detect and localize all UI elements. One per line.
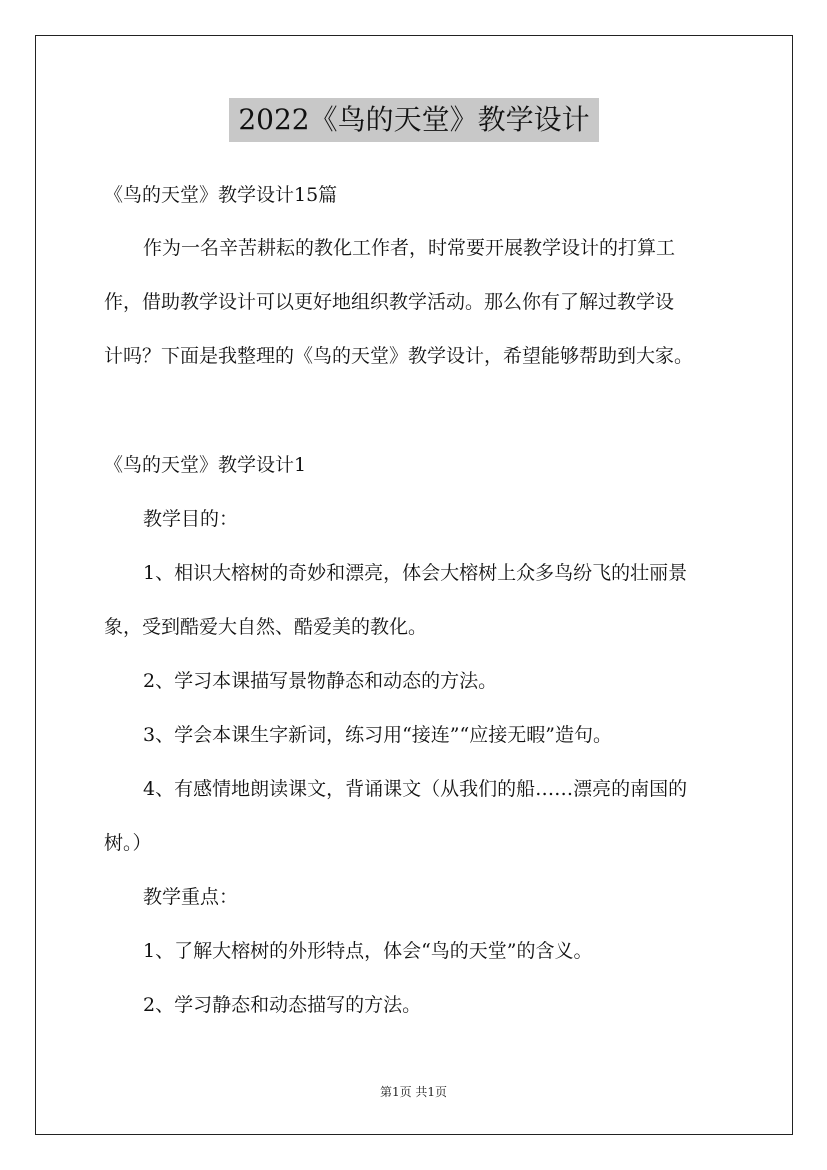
intro-line-1: 作为一名辛苦耕耘的教化工作者，时常要开展教学设计的打算工 [143,237,676,259]
objective-1-line-1: 1、相识大榕树的奇妙和漂亮，体会大榕树上众多鸟纷飞的壮丽景 [143,562,688,584]
document-subtitle: 《鸟的天堂》教学设计15篇 [104,184,338,206]
focus-1: 1、了解大榕树的外形特点，体会“鸟的天堂”的含义。 [143,940,593,962]
objective-2: 2、学习本课描写景物静态和动态的方法。 [143,670,498,692]
section-heading: 《鸟的天堂》教学设计1 [104,454,307,476]
objective-4-line-1: 4、有感情地朗读课文，背诵课文（从我们的船……漂亮的南国的 [143,778,688,800]
objective-4-line-2: 树。） [104,832,152,854]
objectives-heading: 教学目的： [143,508,239,530]
page-number-footer: 第1页 共1页 [379,1085,448,1099]
intro-line-2: 作，借助教学设计可以更好地组织教学活动。那么你有了解过教学设 [104,291,675,313]
intro-line-3: 计吗？下面是我整理的《鸟的天堂》教学设计，希望能够帮助到大家。 [104,345,694,367]
document-title: 2022《鸟的天堂》教学设计 [229,98,599,142]
focus-2: 2、学习静态和动态描写的方法。 [143,994,422,1016]
focus-heading: 教学重点： [143,886,239,908]
objective-1-line-2: 象，受到酷爱大自然、酷爱美的教化。 [104,616,428,638]
objective-3: 3、学会本课生字新词，练习用“接连”“应接无暇”造句。 [143,724,612,746]
